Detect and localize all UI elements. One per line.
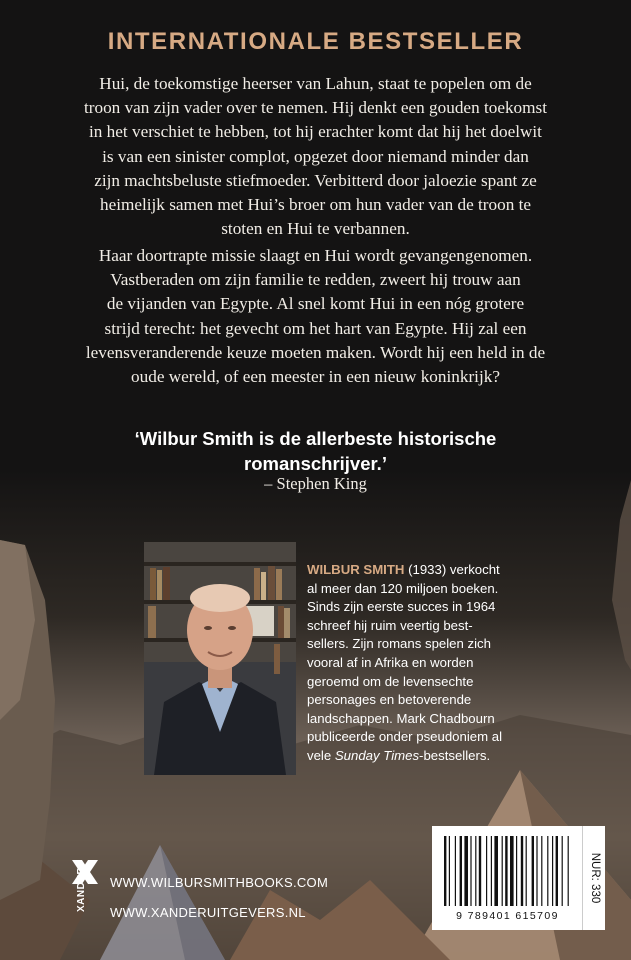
- website-link-wilbursmith[interactable]: WWW.WILBURSMITHBOOKS.COM: [110, 875, 329, 890]
- bio-line: personages en betoverende: [307, 692, 472, 708]
- text-line: Vastberaden om zijn familie te redden, zweert hij trouw aan: [110, 270, 521, 290]
- bio-line: Sinds zijn eerste succes in 1964: [307, 599, 496, 615]
- barcode-bar: [449, 836, 450, 906]
- text-line: is van een sinister complot, opgezet door niemand minder dan: [102, 146, 529, 166]
- barcode-bar: [486, 836, 487, 906]
- text-line: de vijanden van Egypte. Al snel komt Hui in een nóg grotere: [106, 294, 525, 314]
- barcode-bar: [470, 836, 471, 906]
- barcode-bar: [556, 836, 558, 906]
- barcode-bar: [526, 836, 527, 906]
- quote-line: ‘Wilbur Smith is de allerbeste historische: [134, 428, 497, 449]
- text-line: stoten en Hui te verbannen.: [221, 219, 410, 239]
- barcode-bar: [521, 836, 523, 906]
- barcode-bar: [475, 836, 476, 906]
- isbn-number: 9 789401 615709: [456, 910, 559, 922]
- text-line: oude wereld, of een meester in een nieuw koninkrijk?: [131, 367, 500, 387]
- bio-line: al meer dan 120 miljoen boeken.: [307, 580, 499, 596]
- bio-line: (1933) verkocht: [404, 562, 500, 577]
- barcode-bar: [562, 836, 563, 906]
- synopsis-paragraph-2: [64, 244, 567, 389]
- barcode-bar: [444, 836, 446, 906]
- bio-line: publiceerde onder pseudoniem al: [307, 729, 503, 745]
- quote-line: romanschrijver.’: [244, 453, 387, 474]
- barcode-bar: [516, 836, 517, 906]
- barcode-bar: [541, 836, 542, 906]
- bio-line: landschappen. Mark Chadbourn: [307, 710, 495, 726]
- barcode-bar: [547, 836, 548, 906]
- author-photo: [144, 542, 296, 775]
- barcode-bar: [505, 836, 507, 906]
- quote-author: – Stephen King: [264, 474, 367, 493]
- barcode-bar: [502, 836, 503, 906]
- nur-code: NUR: 330: [589, 852, 601, 904]
- author-bio: [307, 561, 607, 766]
- text-line: Hui, de toekomstige heerser van Lahun, staat te popelen om de: [99, 74, 532, 93]
- headline: INTERNATIONALE BESTSELLER: [107, 28, 524, 55]
- text-line: heimelijk samen met Hui’s broer om hun vader van de troon te: [99, 195, 531, 215]
- bio-line: sellers. Zijn romans spelen zich: [307, 636, 491, 652]
- text-line: in het verschiet te hebben, tot hij erachter komt dat hij het doelwit: [89, 122, 542, 142]
- barcode-bar: [464, 836, 468, 906]
- text-line: levensveranderende keuze moeten maken. Wordt hij een held in de: [85, 342, 546, 362]
- barcode-bar: [494, 836, 498, 906]
- text-line: zijn machtsbeluste stiefmoeder. Verbitterd door jaloezie spant ze: [94, 170, 537, 190]
- barcode-bar: [479, 836, 481, 906]
- review-quote: [60, 426, 571, 476]
- barcode-bar: [491, 836, 492, 906]
- barcode-bar: [460, 836, 462, 906]
- bio-italic-title: Sunday Times: [334, 747, 420, 763]
- bio-line: geroemd om de levensechte: [307, 673, 474, 689]
- barcode-bar: [532, 836, 534, 906]
- barcode-bar: [510, 836, 514, 906]
- author-name: WILBUR SMITH: [307, 562, 405, 577]
- bio-line: -bestsellers.: [419, 747, 491, 763]
- text-line: Haar doortrapte missie slaagt en Hui wordt gevangengenomen.: [98, 246, 533, 265]
- text-line: troon van zijn vader over te nemen. Hij denkt een gouden toekomst: [84, 98, 547, 118]
- barcode-bar: [568, 836, 569, 906]
- website-link-xander[interactable]: WWW.XANDERUITGEVERS.NL: [110, 905, 306, 920]
- synopsis-paragraph-1: [64, 72, 567, 241]
- bio-line: vooral af in Afrika en worden: [307, 654, 474, 670]
- text-line: strijd terecht: het gevecht om het hart van Egypte. Hij zal een: [104, 318, 527, 338]
- bio-line: schreef hij ruim veertig best-: [307, 617, 473, 633]
- bio-line: vele: [307, 747, 335, 763]
- barcode-bar: [455, 836, 456, 906]
- barcode-bar: [536, 836, 537, 906]
- barcode-bar: [552, 836, 553, 906]
- publisher-logo-text: XANDER: [76, 866, 87, 912]
